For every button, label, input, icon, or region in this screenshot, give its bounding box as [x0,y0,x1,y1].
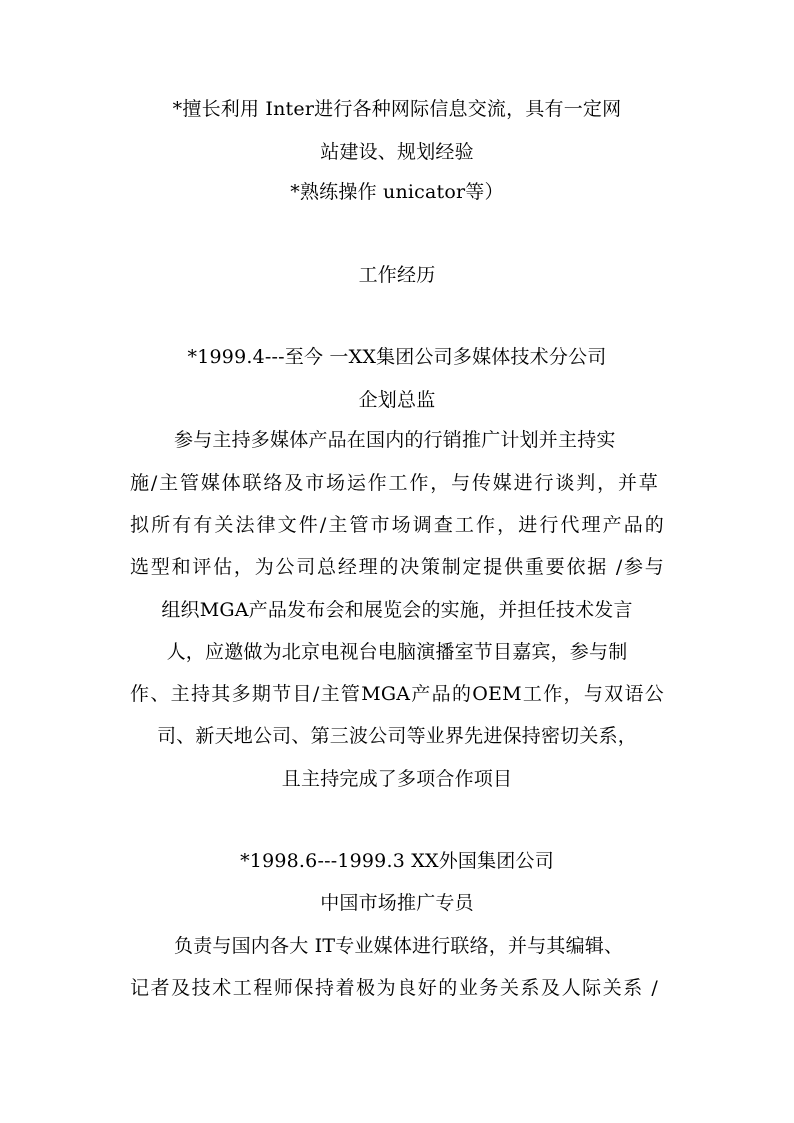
job2-period-company: *1998.6---1999.3 XX外国集团公司 [240,850,554,872]
job1-desc-line: 司、新天地公司、第三波公司等业界先进保持密切关系， [156,725,637,747]
job2-title: 中国市场推广专员 [320,892,474,914]
job1-desc-line: 拟所有有关法律文件/主管市场调查工作，进行代理产品的 [130,514,664,536]
job2-desc-line: 负责与国内各大 IT专业媒体进行联络，并与其编辑、 [174,935,624,957]
job1-period-company: *1999.4---至今 一XX集团公司多媒体技术分公司 [187,346,607,368]
job1-desc-line: 选型和评估，为公司总经理的决策制定提供重要依据 /参与 [130,556,664,578]
section-heading-experience: 工作经历 [358,264,436,286]
job1-title: 企划总监 [358,389,436,411]
skills-line-2: 站建设、规划经验 [320,141,474,163]
job2-desc-line: 记者及技术工程师保持着极为良好的业务关系及人际关系 / [130,977,658,999]
job1-desc-line: 组织MGA产品发布会和展览会的实施，并担任技术发言 [161,599,633,621]
job1-desc-line: 作、主持其多期节目/主管MGA产品的OEM工作，与双语公 [130,683,664,705]
job1-desc-line: 且主持完成了多项合作项目 [281,768,513,790]
skills-line-3: *熟练操作 unicator等） [290,181,504,203]
job1-desc-line: 施/主管媒体联络及市场运作工作，与传媒进行谈判，并草 [130,472,658,494]
job1-desc-line: 人，应邀做为北京电视台电脑演播室节目嘉宾，参与制 [166,641,628,663]
skills-line-1: *擅长利用 Inter进行各种网际信息交流，具有一定网 [172,98,622,120]
job1-desc-line: 参与主持多媒体产品在国内的行销推广计划并主持实 [174,429,616,451]
